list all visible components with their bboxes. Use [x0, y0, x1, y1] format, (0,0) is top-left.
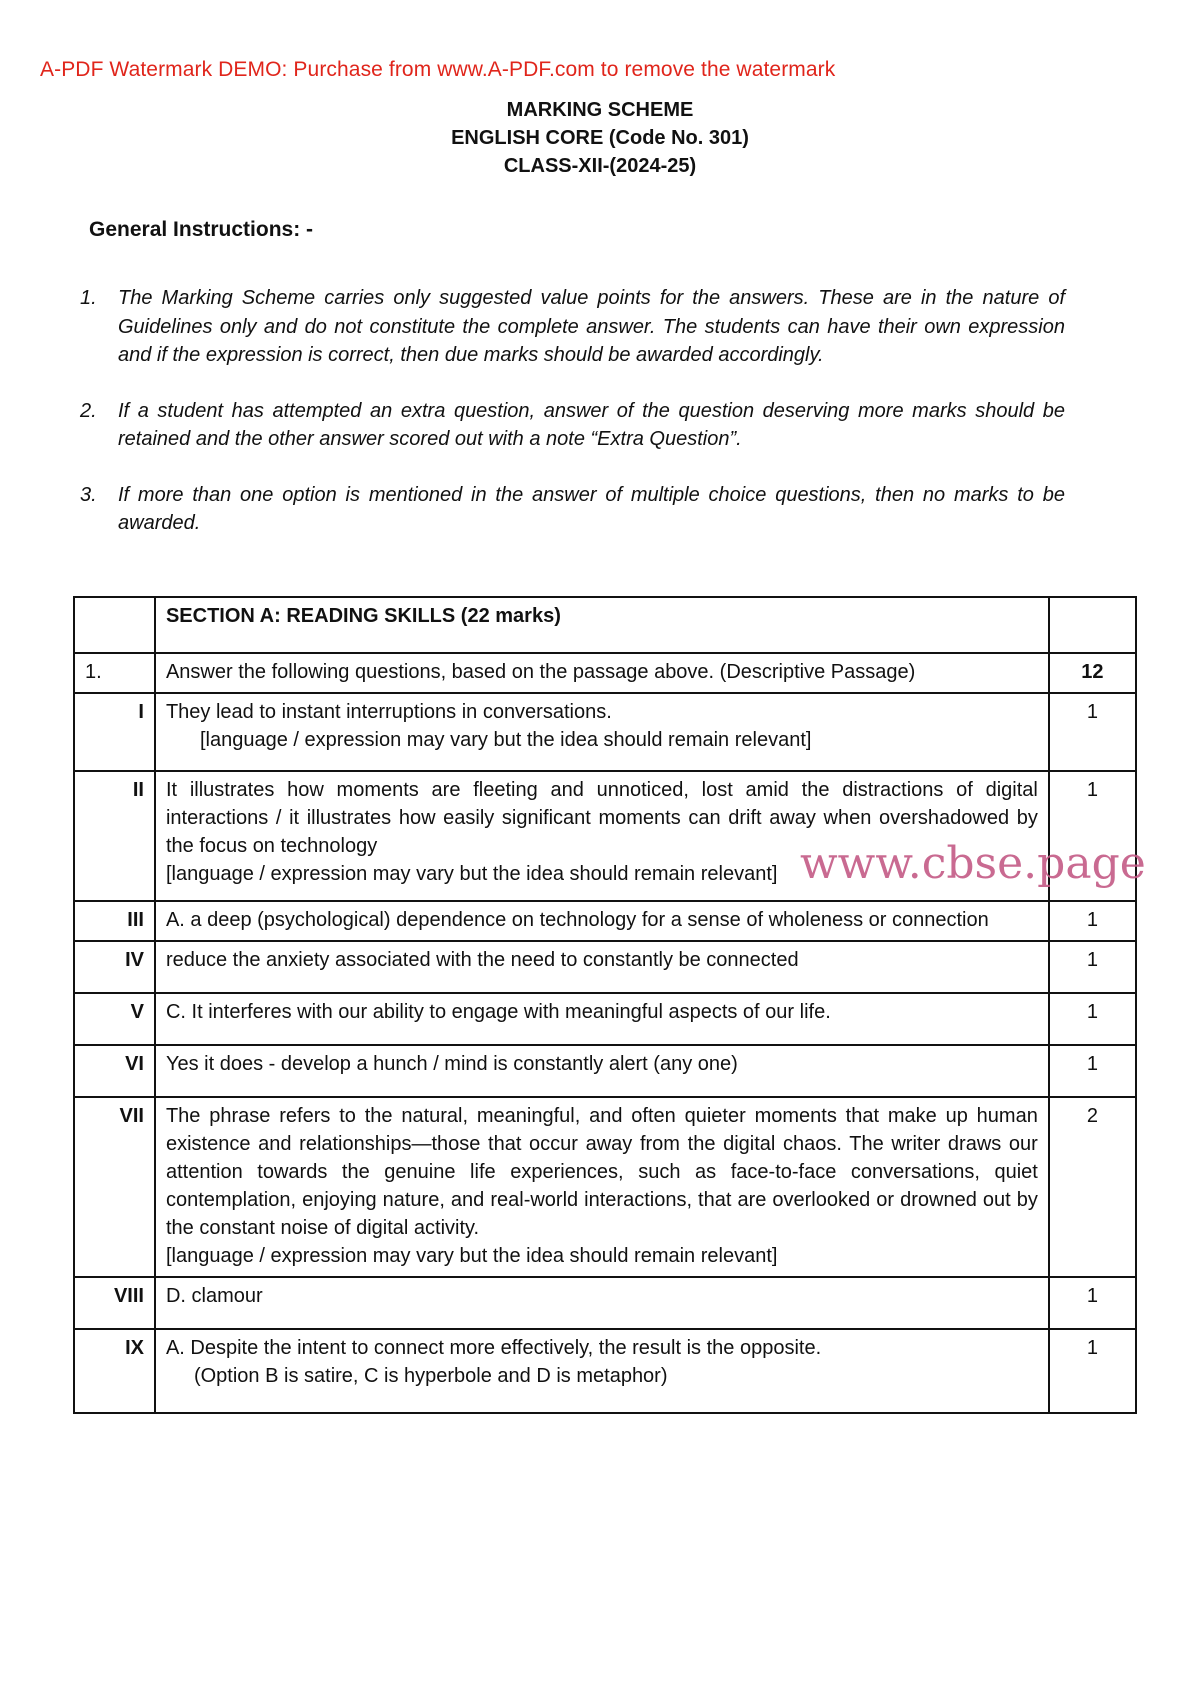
- answer-text-cell: [155, 1097, 1049, 1277]
- site-watermark: www.cbse.page: [800, 838, 1146, 889]
- answer-marks: 1: [1049, 771, 1136, 901]
- answer-text: D. clamour: [155, 1277, 1049, 1329]
- instruction-number: 2.: [80, 399, 97, 422]
- instruction-item: [80, 481, 1065, 538]
- answer-text: A. Despite the intent to connect more effectively, the result is the opposite.: [165, 1337, 822, 1359]
- answer-text: The phrase refers to the natural, meaningful, and often quieter moments that make up human existence and relationships—those that occur away from the digital chaos. The writer draws our attention towards the genuine life experiences, such as face-to-face conversations, quiet contemplation, enjoying nature, and real-world interactions, that are overlooked or drowned out by the constant noise of digital activity.: [165, 1105, 1038, 1239]
- answer-row: [74, 993, 1136, 1045]
- section-header-row: [74, 597, 1136, 653]
- answer-number: I: [74, 693, 155, 771]
- general-instructions-heading: General Instructions: -: [89, 218, 314, 241]
- marking-scheme-table: [73, 596, 1137, 1414]
- instruction-number: 3.: [80, 483, 97, 506]
- answer-marks: 1: [1049, 941, 1136, 993]
- pdf-demo-watermark: A-PDF Watermark DEMO: Purchase from www.A-PDF.com to remove the watermark: [40, 58, 836, 81]
- question-marks: 12: [1049, 653, 1136, 693]
- instruction-text: If a student has attempted an extra question, answer of the question deserving more marks should be retained and the other answer scored out with a note “Extra Question”.: [118, 399, 1065, 450]
- empty-cell: [1049, 597, 1136, 653]
- answer-number: VIII: [74, 1277, 155, 1329]
- empty-cell: [74, 597, 155, 653]
- header-class: CLASS-XII-(2024-25): [503, 155, 697, 177]
- answer-row: [74, 941, 1136, 993]
- instruction-number: 1.: [80, 287, 97, 309]
- answer-note: (Option B is satire, C is hyperbole and D is metaphor): [193, 1365, 668, 1387]
- instruction-text: The Marking Scheme carries only suggested value points for the answers. These are in the nature of Guidelines only and do not constitute the complete answer. The students can have their own expression and if the expression is correct, then due marks should be awarded accordingly.: [118, 287, 1065, 366]
- answer-text: They lead to instant interruptions in conversations.: [165, 701, 612, 723]
- answer-note: [language / expression may vary but the idea should remain relevant]: [199, 729, 812, 751]
- answer-number: VII: [74, 1097, 155, 1277]
- answer-row: [74, 693, 1136, 771]
- answer-text-cell: [155, 1329, 1049, 1413]
- answer-marks: 1: [1049, 1329, 1136, 1413]
- question-text: Answer the following questions, based on the passage above. (Descriptive Passage): [155, 653, 1049, 693]
- answer-text: C. It interferes with our ability to engage with meaningful aspects of our life.: [155, 993, 1049, 1045]
- answer-marks: 1: [1049, 1045, 1136, 1097]
- question-row: [74, 653, 1136, 693]
- answer-marks: 1: [1049, 693, 1136, 771]
- instruction-text: If more than one option is mentioned in the answer of multiple choice questions, then no marks to be awarded.: [118, 483, 1065, 534]
- answer-text: A. a deep (psychological) dependence on technology for a sense of wholeness or connection: [155, 901, 1049, 941]
- answer-text: reduce the anxiety associated with the need to constantly be connected: [155, 941, 1049, 993]
- answer-note: [language / expression may vary but the idea should remain relevant]: [165, 863, 778, 885]
- answer-marks: 1: [1049, 1277, 1136, 1329]
- instruction-item: [80, 284, 1065, 370]
- header-subject: ENGLISH CORE (Code No. 301): [451, 127, 749, 149]
- question-number: 1.: [74, 653, 155, 693]
- answer-marks: 1: [1049, 901, 1136, 941]
- answer-number: IX: [74, 1329, 155, 1413]
- instructions-list: [80, 284, 1065, 565]
- answer-row: [74, 1329, 1136, 1413]
- answer-row: [74, 1277, 1136, 1329]
- header-title: MARKING SCHEME: [506, 99, 694, 121]
- answer-row: [74, 901, 1136, 941]
- answer-number: V: [74, 993, 155, 1045]
- answer-text: It illustrates how moments are fleeting and unnoticed, lost amid the distractions of digital interactions / it illustrates how easily significant moments can drift away when overshadowed by the focus on technology: [165, 779, 1038, 857]
- answer-note: [language / expression may vary but the idea should remain relevant]: [165, 1245, 778, 1267]
- answer-row: [74, 1045, 1136, 1097]
- section-title: SECTION A: READING SKILLS (22 marks): [155, 597, 1049, 653]
- answer-text-cell: [155, 693, 1049, 771]
- answer-marks: 2: [1049, 1097, 1136, 1277]
- answer-row: [74, 1097, 1136, 1277]
- answer-number: III: [74, 901, 155, 941]
- answer-number: VI: [74, 1045, 155, 1097]
- instruction-item: [80, 397, 1065, 454]
- answer-number: II: [74, 771, 155, 901]
- answer-number: IV: [74, 941, 155, 993]
- answer-marks: 1: [1049, 993, 1136, 1045]
- answer-text: Yes it does - develop a hunch / mind is constantly alert (any one): [155, 1045, 1049, 1097]
